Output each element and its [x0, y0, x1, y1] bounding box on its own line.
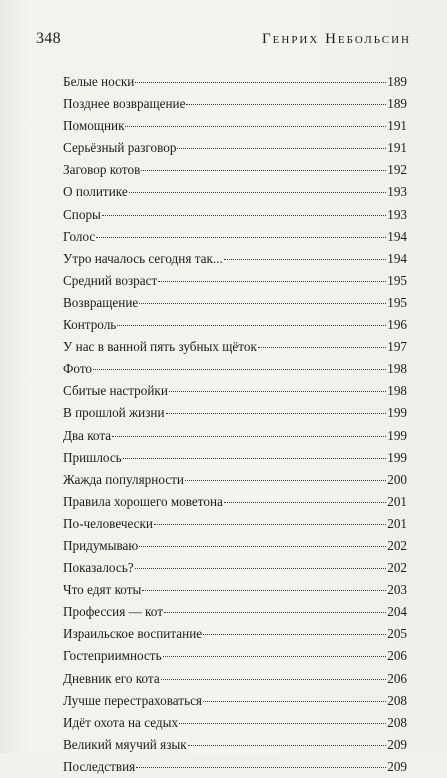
toc-entry-page-number: 202 [387, 537, 407, 553]
toc-entry [63, 270, 407, 292]
toc-entry-title: Идёт охота на седых [63, 714, 179, 730]
dot-leader [139, 546, 386, 547]
dot-leader [224, 502, 386, 503]
toc-entry [63, 469, 407, 491]
toc-entry [63, 447, 407, 469]
toc-entry-page-number: 195 [387, 272, 407, 288]
dot-leader [123, 458, 387, 459]
toc-entry-page-number: 189 [387, 74, 407, 89]
toc-entry-page-number: 193 [387, 184, 407, 200]
dot-leader [164, 612, 386, 613]
toc-entry [63, 668, 407, 690]
table-of-contents [63, 71, 407, 778]
toc-entry-page-number: 200 [387, 471, 407, 487]
toc-entry [63, 579, 407, 601]
dot-leader [163, 656, 387, 657]
toc-entry-page-number: 191 [387, 118, 407, 134]
toc-entry [63, 292, 407, 314]
toc-entry-title: Показалось? [63, 560, 134, 576]
dot-leader [135, 568, 387, 569]
toc-entry [63, 425, 407, 447]
dot-leader [177, 148, 386, 149]
toc-entry [63, 314, 407, 336]
toc-entry-title: По-человечески [63, 515, 153, 531]
toc-entry [63, 93, 407, 115]
toc-entry [63, 159, 407, 181]
toc-entry [63, 645, 407, 667]
toc-entry [63, 115, 407, 137]
toc-entry-page-number: 201 [387, 515, 407, 531]
toc-entry [63, 601, 407, 623]
toc-entry-title: Возвращение [63, 294, 139, 310]
dot-leader [203, 634, 386, 635]
dot-leader [185, 480, 386, 481]
toc-entry-page-number: 209 [387, 736, 407, 752]
dot-leader [186, 104, 386, 105]
toc-entry-title: Помощник [63, 118, 125, 134]
toc-entry [63, 358, 407, 380]
toc-entry [63, 204, 407, 226]
dot-leader [141, 170, 386, 171]
toc-entry-page-number: 202 [387, 560, 407, 576]
toc-entry-title: Великий мяучий язык [63, 736, 187, 752]
toc-entry-page-number: 191 [387, 140, 407, 156]
toc-entry [63, 380, 407, 402]
dot-leader [188, 745, 387, 746]
dot-leader [203, 701, 386, 702]
toc-entry-page-number: 199 [387, 449, 407, 465]
toc-entry [63, 557, 407, 579]
toc-entry-title: Утро началось сегодня так... [63, 250, 223, 266]
toc-entry-title: Фото [63, 361, 93, 377]
toc-entry-title: Контроль [63, 317, 117, 333]
dot-leader [161, 679, 387, 680]
dot-leader [139, 303, 386, 304]
toc-entry-page-number: 203 [387, 582, 407, 598]
toc-entry-title: Сбитые настройки [63, 383, 168, 399]
toc-entry [63, 248, 407, 270]
dot-leader [112, 436, 386, 437]
toc-entry-page-number: 204 [387, 604, 407, 620]
toc-entry-page-number: 208 [387, 714, 407, 730]
toc-entry-page-number: 199 [387, 405, 407, 421]
page-number: 348 [36, 30, 61, 47]
toc-entry [63, 535, 407, 557]
toc-entry-page-number: 196 [387, 317, 407, 333]
dot-leader [136, 767, 386, 768]
toc-entry-page-number: 192 [387, 162, 407, 178]
dot-leader [129, 192, 387, 193]
running-head-author: Генрих Небольсин [261, 31, 411, 47]
toc-entry-page-number: 199 [387, 427, 407, 443]
toc-entry-title: Споры [63, 206, 101, 222]
toc-entry-title: Дневник его кота [63, 670, 160, 686]
toc-entry-title: Что едят коты [63, 582, 142, 598]
toc-entry-page-number: 205 [387, 626, 407, 642]
toc-entry [63, 336, 407, 358]
toc-entry [63, 712, 407, 734]
toc-entry-title: В прошлой жизни [63, 405, 165, 421]
toc-entry-title: У нас в ванной пять зубных щёток [63, 339, 257, 355]
toc-entry [63, 623, 407, 645]
dot-leader [154, 524, 386, 525]
toc-entry-title: Позднее возвращение [63, 96, 186, 112]
toc-entry-title: Пришлось [63, 449, 122, 465]
dot-leader [258, 347, 386, 348]
page-header [36, 30, 411, 52]
toc-entry-title: Жажда популярности [63, 471, 184, 487]
toc-entry-page-number: 201 [387, 493, 407, 509]
dot-leader [96, 237, 386, 238]
toc-entry-title: Голос [63, 228, 96, 244]
toc-entry [63, 513, 407, 535]
toc-entry-title: Гостеприимность [63, 648, 162, 664]
toc-entry-page-number: 197 [387, 339, 407, 355]
toc-entry-page-number: 194 [387, 228, 407, 244]
toc-entry-title: Средний возраст [63, 272, 158, 288]
toc-entry [63, 226, 407, 248]
dot-leader [224, 259, 386, 260]
toc-entry-title: Белые носки [63, 74, 135, 89]
toc-entry-title: Заговор котов [63, 162, 141, 178]
dot-leader [135, 82, 386, 83]
dot-leader [125, 126, 386, 127]
dot-leader [169, 391, 386, 392]
dot-leader [179, 723, 386, 724]
toc-entry-title: Правила хорошего моветона [63, 493, 223, 509]
toc-entry-page-number: 198 [387, 383, 407, 399]
toc-entry-page-number: 189 [387, 96, 407, 112]
toc-entry [63, 756, 407, 778]
toc-entry-page-number: 195 [387, 294, 407, 310]
toc-entry [63, 181, 407, 203]
dot-leader [93, 369, 386, 370]
dot-leader [142, 590, 386, 591]
toc-entry-title: Серьёзный разговор [63, 140, 177, 156]
toc-entry-title: Последствия [63, 758, 136, 774]
toc-entry-page-number: 209 [387, 758, 407, 774]
toc-entry-title: Придумываю [63, 537, 139, 553]
toc-entry [63, 690, 407, 712]
dot-leader [102, 215, 386, 216]
toc-entry-title: О политике [63, 184, 128, 200]
toc-entry [63, 491, 407, 513]
toc-entry-page-number: 208 [387, 692, 407, 708]
toc-entry-page-number: 206 [387, 648, 407, 664]
toc-entry [63, 71, 407, 93]
toc-entry-page-number: 206 [387, 670, 407, 686]
toc-entry-page-number: 194 [387, 250, 407, 266]
toc-entry [63, 137, 407, 159]
toc-entry-title: Израильское воспитание [63, 626, 203, 642]
dot-leader [158, 281, 386, 282]
toc-entry-title: Два кота [63, 427, 112, 443]
toc-entry-page-number: 193 [387, 206, 407, 222]
dot-leader [117, 325, 386, 326]
toc-entry [63, 402, 407, 424]
toc-entry-title: Лучше перестраховаться [63, 692, 203, 708]
toc-entry-page-number: 198 [387, 361, 407, 377]
dot-leader [166, 413, 387, 414]
toc-entry-title: Профессия — кот [63, 604, 163, 620]
